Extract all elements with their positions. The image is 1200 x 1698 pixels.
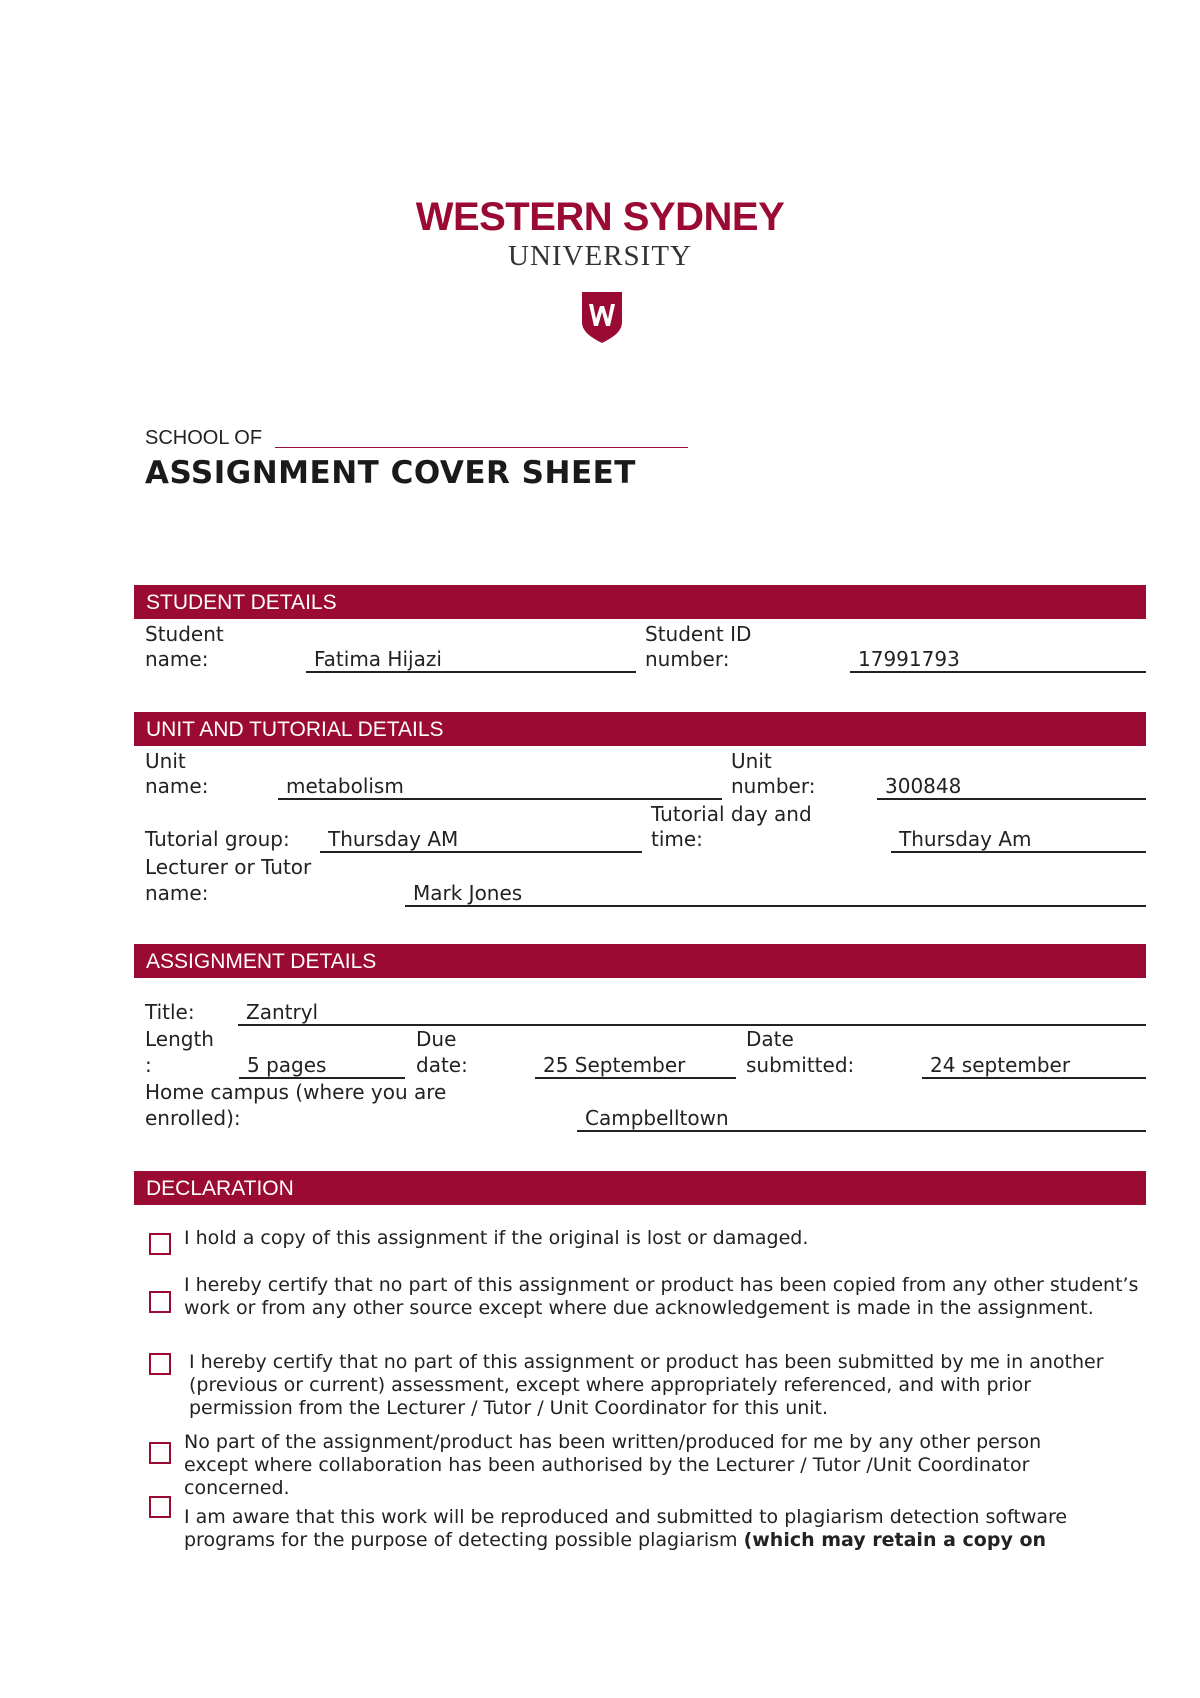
declaration-text-1: I hold a copy of this assignment if the original is lost or damaged. xyxy=(184,1227,809,1249)
student-name-field[interactable]: Fatima Hijazi xyxy=(306,647,636,673)
declaration-text-4: No part of the assignment/product has been written/produced for me by any other person except where collaboration has been authorised by the Lecturer / Tutor /Unit Coordinator concerned. xyxy=(184,1431,1042,1499)
unit-number-field[interactable]: 300848 xyxy=(877,774,1146,800)
tutorial-time-label-2: time: xyxy=(651,827,703,851)
declaration-checkbox-1[interactable] xyxy=(149,1233,171,1255)
student-name-label-1: Student xyxy=(145,622,224,646)
submitted-date-field[interactable]: 24 september xyxy=(922,1053,1146,1079)
assignment-details-heading: ASSIGNMENT DETAILS xyxy=(134,944,1146,978)
page-title: ASSIGNMENT COVER SHEET xyxy=(145,455,636,491)
declaration-checkbox-4[interactable] xyxy=(149,1442,171,1464)
tutorial-group-field[interactable]: Thursday AM xyxy=(320,827,642,853)
assignment-title-field[interactable]: Zantryl xyxy=(238,1000,1146,1026)
logo-wordmark: WESTERN SYDNEY xyxy=(415,195,785,239)
student-name-label-2: name: xyxy=(145,647,209,671)
logo-university: UNIVERSITY xyxy=(508,240,692,272)
declaration-checkbox-3[interactable] xyxy=(149,1353,171,1375)
campus-label-2: enrolled): xyxy=(145,1106,241,1130)
lecturer-field[interactable]: Mark Jones xyxy=(405,881,1146,907)
declaration-checkbox-2[interactable] xyxy=(149,1291,171,1313)
submitted-label-2: submitted: xyxy=(746,1053,855,1077)
campus-label-1: Home campus (where you are xyxy=(145,1080,447,1104)
school-label: SCHOOL OF xyxy=(145,427,263,449)
declaration-text-5: I am aware that this work will be reproduced and submitted to plagiarism detection software programs for the purpose of detecting possible plagiarism xyxy=(184,1506,1068,1551)
student-id-label-1: Student ID xyxy=(645,622,752,646)
declaration-text-5-bold: (which may retain a copy on xyxy=(743,1529,1047,1551)
unit-number-label-1: Unit xyxy=(731,749,772,773)
tutorial-time-label-1: Tutorial day and xyxy=(651,802,812,826)
due-date-label-1: Due xyxy=(416,1027,457,1051)
declaration-checkbox-5[interactable] xyxy=(149,1496,171,1518)
campus-field[interactable]: Campbelltown xyxy=(577,1106,1146,1132)
declaration-text-3: I hereby certify that no part of this assignment or product has been submitted by me in another (previous or current) assessment, except where appropriately referenced, and with prior permission from the Lecturer / Tutor / Unit Coordinator for this unit. xyxy=(189,1351,1104,1419)
lecturer-label-1: Lecturer or Tutor xyxy=(145,855,312,879)
unit-name-label-2: name: xyxy=(145,774,209,798)
due-date-field[interactable]: 25 September xyxy=(535,1053,736,1079)
tutorial-time-field[interactable]: Thursday Am xyxy=(891,827,1146,853)
unit-name-field[interactable]: metabolism xyxy=(278,774,722,800)
length-field[interactable]: 5 pages xyxy=(239,1053,405,1079)
shield-w-icon xyxy=(580,290,624,344)
submitted-label-1: Date xyxy=(746,1027,794,1051)
declaration-text-5-wrap xyxy=(184,1506,1144,1552)
assignment-title-label: Title: xyxy=(145,1000,195,1024)
length-label-2: : xyxy=(145,1053,152,1077)
student-id-label-2: number: xyxy=(645,647,730,671)
declaration-text-2: I hereby certify that no part of this assignment or product has been copied from any other student’s work or from any other source except where due acknowledgement is made in the assignment. xyxy=(184,1274,1139,1319)
student-id-field[interactable]: 17991793 xyxy=(850,647,1146,673)
student-details-heading: STUDENT DETAILS xyxy=(134,585,1146,619)
tutorial-group-label: Tutorial group: xyxy=(145,827,290,851)
unit-name-label-1: Unit xyxy=(145,749,186,773)
lecturer-label-2: name: xyxy=(145,881,209,905)
unit-number-label-2: number: xyxy=(731,774,816,798)
unit-details-heading: UNIT AND TUTORIAL DETAILS xyxy=(134,712,1146,746)
school-field[interactable] xyxy=(275,447,688,448)
length-label-1: Length xyxy=(145,1027,214,1051)
due-date-label-2: date: xyxy=(416,1053,468,1077)
declaration-heading: DECLARATION xyxy=(134,1171,1146,1205)
